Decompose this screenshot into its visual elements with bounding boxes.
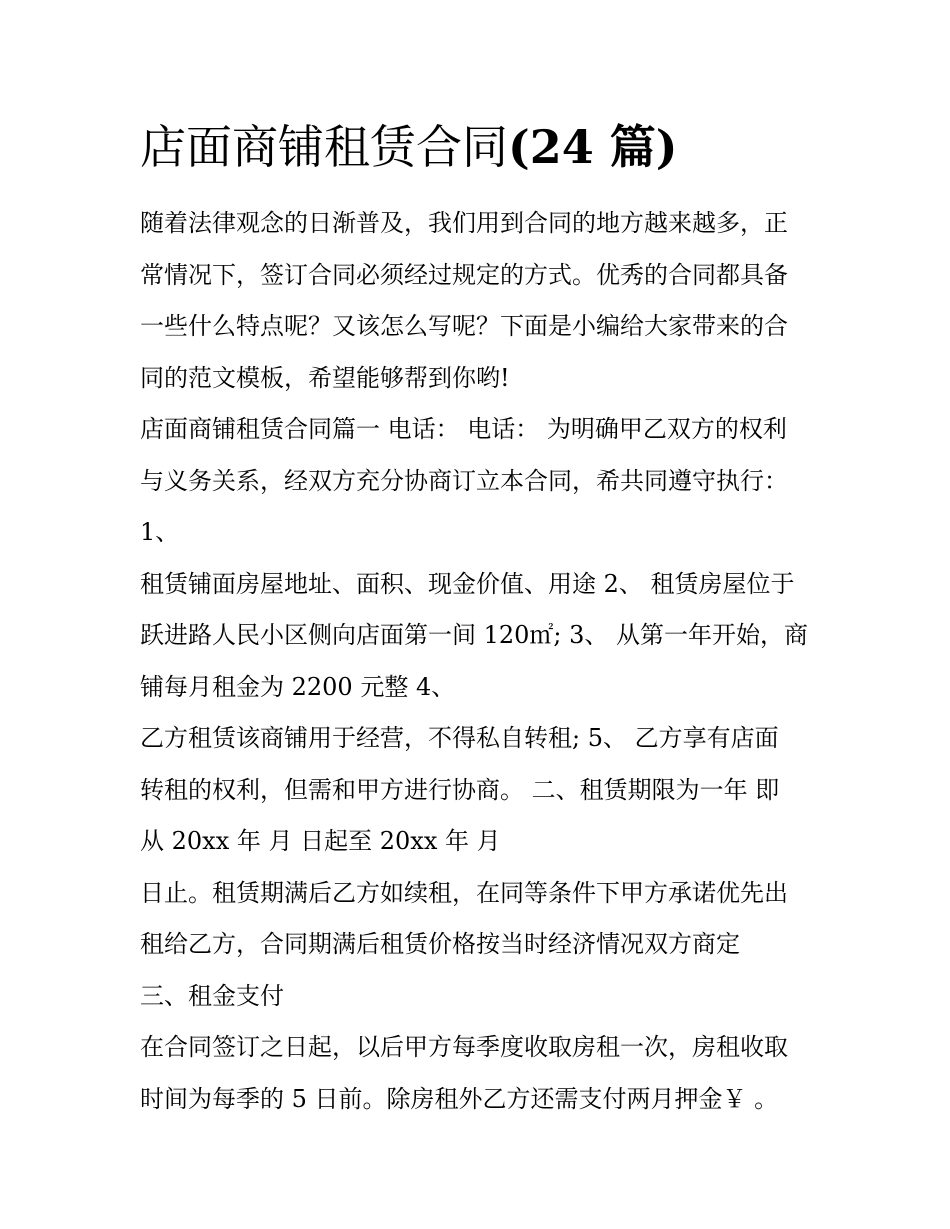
text-line: 租赁铺面房屋地址、面积、现金价值、用途 2、 租赁房屋位于 — [140, 569, 795, 598]
text-line: 一些什么特点呢？又该怎么写呢？下面是小编给大家带来的合 — [140, 312, 788, 340]
text-line: 乙方租赁该商铺用于经营，不得私自转租; 5、 乙方享有店面 — [140, 724, 779, 752]
text-line: 从 20xx 年 月 日起至 20xx 年 月 — [140, 827, 501, 855]
text-line: 在合同签订之日起，以后甲方每季度收取房租一次，房租收取 — [140, 1033, 788, 1061]
text-line: 随着法律观念的日渐普及，我们用到合同的地方越来越多，正 — [140, 209, 788, 237]
text-line: 1、 — [140, 518, 180, 546]
text-line: 与义务关系，经双方充分协商订立本合同，希共同遵守执行： — [140, 466, 788, 495]
title-count: (24 篇) — [508, 120, 678, 174]
text-line: 同的范文模板，希望能够帮到你哟! — [140, 363, 510, 392]
text-line: 铺每月租金为 2200 元整 4、 — [140, 672, 456, 701]
document-title — [140, 112, 678, 182]
text-line: 店面商铺租赁合同篇一 电话： 电话： 为明确甲乙双方的权利 — [140, 415, 787, 443]
text-line: 跃进路人民小区侧向店面第一间 120㎡; 3、 从第一年开始，商 — [140, 621, 809, 649]
text-line: 转租的权利，但需和甲方进行协商。 二、租赁期限为一年 即 — [140, 775, 780, 804]
text-line: 三、租金支付 — [140, 981, 284, 1010]
document-body — [140, 198, 820, 1125]
text-line: 租给乙方，合同期满后租赁价格按当时经济情况双方商定 — [140, 930, 740, 958]
text-line: 时间为每季的 5 日前。除房租外乙方还需支付两月押金￥ 。 — [140, 1084, 779, 1113]
title-text: 店面商铺租赁合同 — [140, 120, 508, 174]
text-line: 常情况下，签订合同必须经过规定的方式。优秀的合同都具备 — [140, 260, 788, 289]
text-line: 日止。租赁期满后乙方如续租，在同等条件下甲方承诺优先出 — [140, 878, 788, 907]
